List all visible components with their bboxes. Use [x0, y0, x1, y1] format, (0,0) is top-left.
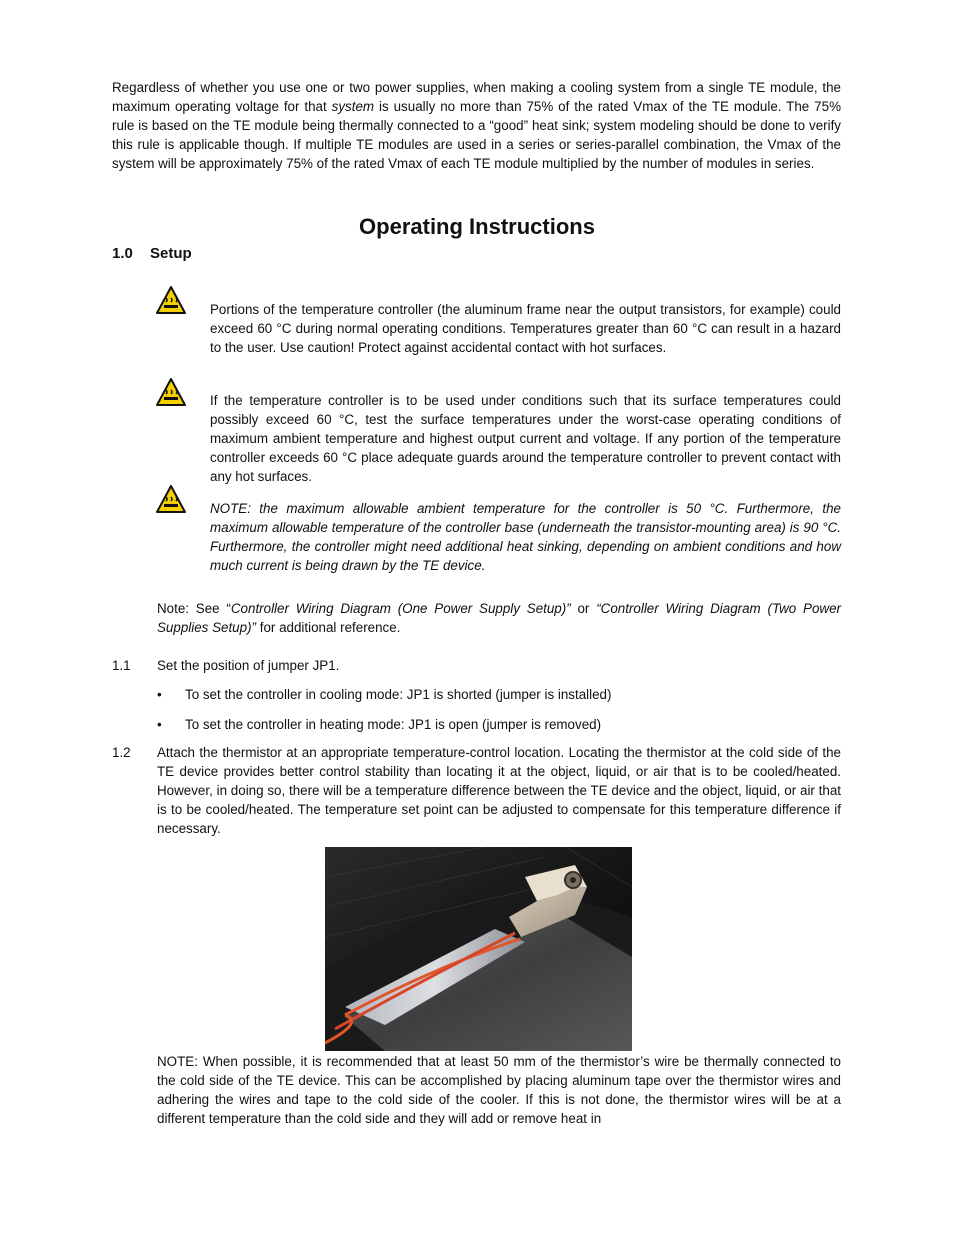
list-item — [157, 715, 601, 734]
bullet-text: To set the controller in cooling mode: JP1 is shorted (jumper is installed) — [185, 687, 612, 702]
section-heading — [112, 244, 192, 264]
list-item — [157, 685, 611, 704]
step-1-2-text: Attach the thermistor at an appropriate temperature-control location. Locating the thermistor at the cold side of the TE device provides better control stability than locating it at the object, liquid, or air that is to be cooled/heated. However, in doing so, there will be a temperature difference between the TE device and the object, liquid, or air that is to be cooled/heated. The temperature set point can be adjusted to compensate for this temperature difference if necessary. — [157, 745, 841, 836]
intro-text-part2: is usually no more than 75% of the rated Vmax of the TE module. The 75% rule is based on the TE module being thermally connected to a “good” heat sink; system modeling should be done to verify this rule is applicable though. If multiple TE modules are used in a series or series-parallel combination, the Vmax of the system will be approximately 75% of the rated Vmax of each TE module multiplied by the number of modules in series. — [112, 99, 841, 171]
thermistor-wire-note: NOTE: When possible, it is recommended that at least 50 mm of the thermistor’s wire be thermally connected to the cold side of the TE device. This can be accomplished by placing aluminum tape over the thermistor wires and adhering the wires and tape to the cold side of the cooler. If this is not done, the thermistor wires will be at a different temperature than the cold side and they will add or remove heat in — [157, 1054, 841, 1126]
hot-surface-warning-icon — [155, 377, 187, 407]
ref-note-prefix: Note: See “ — [157, 601, 231, 616]
step-1-1-text: Set the position of jumper JP1. — [157, 658, 340, 673]
reference-note — [157, 599, 841, 637]
section-number: 1.0 — [112, 245, 133, 262]
thermistor-taped-to-cold-side-photo — [325, 847, 632, 1051]
ref-note-suffix: for additional reference. — [256, 620, 401, 635]
ref-one-supply: Controller Wiring Diagram (One Power Supply Setup)” — [230, 601, 571, 616]
page-title: Operating Instructions — [359, 214, 595, 239]
warning-2-text: If the temperature controller is to be used under conditions such that its surface temperatures could possibly exceed 60 °C, test the surface temperatures under the worst-case operating conditions of maximum ambient temperature and highest output current and voltage. If any portion of the temperature controller exceeds 60 °C place adequate guards around the temperature controller to prevent contact with any hot surfaces. — [210, 393, 841, 484]
hot-surface-warning-icon — [155, 484, 187, 514]
intro-text-part1: Regardless of whether you use one or two power supplies, when making a cooling system from a single TE module, the maximum operating voltage for that — [112, 80, 841, 114]
intro-paragraph — [112, 78, 841, 173]
bullet-glyph: • — [157, 687, 162, 702]
intro-emphasis: system — [331, 99, 375, 114]
warning-1-text: Portions of the temperature controller (the aluminum frame near the output transistors, for example) could exceed 60 °C during normal operating conditions. Temperatures greater than 60 °C can result in a hazard to the user. Use caution! Protect against accidental contact with hot surfaces. — [210, 302, 841, 355]
warning-3-text: NOTE: the maximum allowable ambient temperature for the controller is 50 °C. Furthermore, the maximum allowable temperature of the controller base (underneath the transistor-mounting area) is 90 °C. Furthermore, the controller might need additional heat sinking, depending on ambient conditions and how much current is being drawn by the TE device. — [210, 501, 841, 573]
bullet-text: To set the controller in heating mode: JP1 is open (jumper is removed) — [185, 717, 602, 732]
step-number: 1.2 — [112, 745, 131, 760]
hot-surface-warning-icon — [155, 285, 187, 315]
step-number: 1.1 — [112, 658, 131, 673]
ref-note-mid: or — [570, 601, 597, 616]
bullet-glyph: • — [157, 717, 162, 732]
thermistor-photo — [325, 847, 632, 1051]
section-label: Setup — [150, 245, 192, 262]
ref-two-supplies: “Controller Wiring Diagram (Two Power Supplies Setup)” — [157, 601, 841, 635]
